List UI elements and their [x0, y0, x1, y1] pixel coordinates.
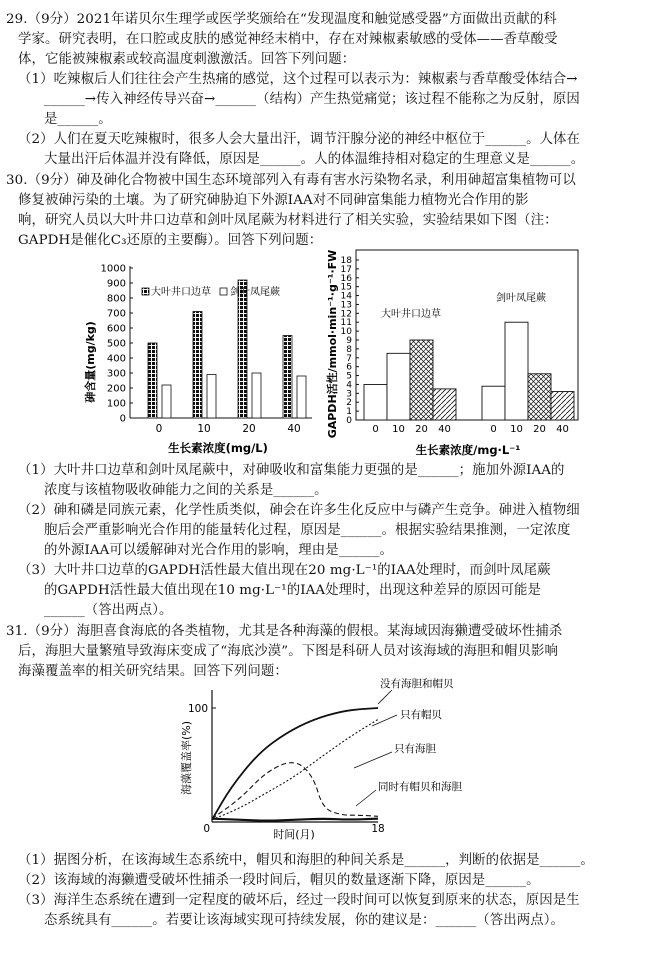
chart3-series-line-2 [212, 719, 378, 819]
chart3-label-limpet-only: 只有帽贝 [400, 709, 442, 721]
q31-sub1: （1）据图分析，在该海域生态系统中，帽贝和海胆的种间关系是______，判断的依据是______。 [18, 853, 594, 868]
chart1-ytick-label: 0 [119, 413, 126, 425]
q30-line-2: 修复被砷污染的土壤。为了研究砷胁迫下外源IAA对不同砷富集能力植物光合作用的影 [18, 193, 529, 208]
chart2-xtick-label: 20 [415, 424, 428, 435]
chart1-bar-series1 [283, 336, 292, 419]
q30-sub2-line-1: （2）砷和磷是同族元素，化学性质类似，砷会在许多生化反应中与磷产生竞争。砷进入植物细 [18, 503, 580, 518]
q29-line-1: 29.（9分）2021年诺贝尔生理学或医学奖颁给在“发现温度和触觉感受器”方面做出贡献的科 [6, 12, 557, 27]
chart1-ylabel: 砷含量(mg/kg) [84, 321, 97, 403]
chart1-ytick-label: 400 [106, 353, 126, 365]
q30-sub3-line-3: ______（答出两点）。 [44, 603, 173, 618]
chart2-ytick-label: 9 [346, 336, 352, 346]
q29-line-2: 学家。研究表明，在口腔或皮肤的感觉神经末梢中，存在对辣椒素敏感的受体——香草酸受 [18, 32, 558, 47]
q30-line-3: 响，研究人员以大叶井口边草和剑叶凤尾蕨为材料进行了相关实验，实验结果如下图（注： [18, 213, 558, 228]
q31-line-2: 后，海胆大量繁殖导致海床变成了“海底沙漠”。下图是科研人员对该海域的海胆和帽贝影响 [18, 644, 559, 659]
chart2-bar-series2 [482, 386, 505, 420]
chart2-bar-series2 [551, 392, 574, 420]
chart3-label-urchin-only: 只有海胆 [394, 743, 436, 755]
chart2-ytick-label: 6 [346, 362, 352, 373]
chart2-ytick-label: 11 [340, 318, 352, 329]
q30-sub2-line-3: 的外源IAA可以缓解砷对光合作用的影响，理由是______。 [44, 543, 394, 558]
chart1-bar-series1 [148, 343, 157, 418]
chart2-ytick-label: 2 [346, 398, 352, 409]
chart1-xtick-label: 20 [242, 423, 256, 435]
chart1-bar-series2 [252, 373, 261, 418]
chart3-series-line-3 [212, 763, 378, 819]
chart2-ytick-label: 15 [340, 282, 352, 293]
chart2-xtick-label: 10 [392, 424, 405, 435]
chart2-bar-series1 [387, 353, 410, 420]
chart2-xtick-label: 10 [510, 424, 523, 435]
legend-label-series1: 大叶井口边草 [151, 287, 211, 298]
seaweed-coverage-chart [172, 672, 512, 844]
q29-sub1-line-2: ______→传入神经传导兴奋→______（结构）产生热觉痛觉；该过程不能称之为反射，原因 [44, 92, 580, 107]
chart2-xlabel: 生长素浓度/mg·L⁻¹ [415, 443, 521, 457]
chart1-xtick-label: 10 [197, 423, 211, 435]
chart2-bar-series2 [528, 374, 551, 420]
chart2-ytick-label: 13 [340, 300, 352, 311]
chart2-xtick-label: 20 [533, 424, 546, 435]
chart3-ylabel: 海藻覆盖率(%) [180, 720, 193, 796]
chart2-ytick-label: 14 [340, 291, 352, 302]
chart2-xtick-label: 40 [438, 424, 451, 435]
q30-sub3-line-2: 的GAPDH活性最大值出现在10 mg·L⁻¹的IAA处理时，出现这种差异的原因可能是 [44, 583, 542, 598]
chart3-label-both: 同时有帽贝和海胆 [378, 781, 462, 793]
chart2-group-label-1: 大叶井口边草 [381, 309, 441, 320]
chart3-xlabel: 时间(月) [273, 828, 315, 841]
chart2-ytick-label: 3 [346, 389, 352, 400]
chart2-ytick-label: 12 [340, 309, 352, 320]
chart2-bar-series1 [364, 384, 387, 420]
q31-sub3-line-1: （3）海洋生态系统在遭到一定程度的破坏后，经过一段时间可以恢复到原来的状态，原因是生 [18, 893, 580, 908]
chart1-ytick-label: 500 [106, 338, 126, 350]
q29-sub1-line-3: 是______。 [44, 112, 112, 127]
chart2-ytick-label: 16 [340, 273, 352, 284]
chart1-ytick-label: 600 [106, 323, 126, 335]
q31-line-3: 海藻覆盖率的相关研究结果。回答下列问题： [18, 664, 288, 679]
q29-sub2-line-1: （2）人们在夏天吃辣椒时，很多人会大量出汗，调节汗腺分泌的神经中枢位于______。人体在 [18, 132, 581, 147]
chart1-ytick-label: 1000 [100, 263, 126, 275]
q31-sub2: （2）该海域的海獭遭受破坏性捕杀一段时间后，帽贝的数量逐渐下降，原因是______。 [18, 873, 540, 888]
chart1-xtick-label: 40 [287, 423, 301, 435]
chart1-bar-series2 [162, 385, 171, 418]
chart2-bar-series1 [433, 389, 456, 420]
chart1-ytick-label: 100 [106, 398, 126, 410]
chart2-ytick-label: 7 [346, 353, 352, 364]
chart2-ylabel: GAPDH活性/mmol·min⁻¹·g⁻¹·FW [326, 249, 339, 439]
chart3-ytick-100: 100 [187, 703, 208, 715]
q30-line-1: 30.（9分）砷及砷化合物被中国生态环境部列入有毒有害水污染物名录，利用砷超富集植物可以 [6, 173, 576, 188]
chart3-xtick-0: 0 [203, 823, 210, 835]
arsenic-content-chart [80, 254, 330, 460]
chart1-ytick-label: 300 [106, 368, 126, 380]
chart1-ytick-label: 200 [106, 383, 126, 395]
chart3-xtick-18: 18 [371, 823, 385, 835]
chart2-ytick-label: 10 [340, 327, 352, 338]
chart2-ytick-label: 17 [340, 264, 352, 275]
chart3-series-line-4 [212, 819, 378, 821]
q30-line-4: GAPDH是催化C₃还原的主要酶）。回答下列问题： [18, 233, 323, 248]
legend-swatch-series1 [142, 288, 149, 295]
chart3-label-none: 没有海胆和帽贝 [380, 678, 454, 690]
legend-label-series2: 剑叶凤尾蕨 [230, 287, 280, 298]
q29-sub1-line-1: （1）吃辣椒后人们往往会产生热痛的感觉，这个过程可以表示为：辣椒素与香草酸受体结合→ [18, 72, 578, 87]
q30-sub3-line-1: （3）大叶井口边草的GAPDH活性最大值出现在20 mg·L⁻¹的IAA处理时，而剑叶凤尾蕨 [18, 563, 551, 578]
q30-sub1-line-1: （1）大叶井口边草和剑叶凤尾蕨中，对砷吸收和富集能力更强的是______；施加外源IAA的 [18, 463, 565, 478]
chart2-group-label-2: 剑叶凤尾蕨 [496, 293, 546, 304]
chart1-xtick-label: 0 [155, 423, 163, 435]
chart1-bar-series2 [207, 375, 216, 419]
chart1-xlabel: 生长素浓度(mg/L) [168, 441, 268, 455]
chart2-ytick-label: 18 [340, 256, 352, 266]
chart1-ytick-label: 800 [106, 293, 126, 305]
legend-swatch-series2 [220, 288, 227, 295]
chart2-ytick-label: 1 [346, 407, 352, 418]
chart2-xtick-label: 0 [490, 424, 497, 435]
chart2-xtick-label: 40 [556, 424, 569, 435]
chart1-bar-series1 [193, 312, 202, 419]
chart2-ytick-label: 0 [346, 416, 352, 426]
chart2-ytick-label: 8 [346, 344, 352, 355]
chart2-bar-series2 [505, 322, 528, 420]
q30-sub1-line-2: 浓度与该植物吸收砷能力之间的关系是______。 [44, 483, 328, 498]
chart1-ytick-label: 900 [106, 278, 126, 290]
gapdh-activity-chart [326, 244, 586, 462]
chart1-bar-series1 [238, 280, 247, 418]
chart1-ytick-label: 700 [106, 308, 126, 320]
chart1-bar-series2 [297, 376, 306, 418]
chart2-ytick-label: 5 [346, 371, 352, 382]
q31-line-1: 31.（9分）海胆喜食海底的各类植物，尤其是各种海藻的假根。某海域因海獭遭受破坏性捕杀 [6, 624, 563, 639]
chart3-series-line-1 [212, 708, 378, 820]
q31-sub3-line-2: 态系统具有______。若要让该海域实现可持续发展，你的建议是：______（答出两点）。 [44, 913, 565, 928]
q29-line-3: 体，它能被辣椒素或较高温度刺激激活。回答下列问题： [18, 52, 356, 67]
chart2-bar-series1 [410, 340, 433, 420]
chart2-xtick-label: 0 [372, 424, 379, 435]
q29-sub2-line-2: 大量出汗后体温并没有降低，原因是______。人的体温维持相对稳定的生理意义是______。 [44, 152, 585, 167]
chart2-ytick-label: 4 [346, 380, 352, 391]
q30-sub2-line-2: 胞后会严重影响光合作用的能量转化过程，原因是______。根据实验结果推测，一定浓度 [44, 523, 571, 538]
